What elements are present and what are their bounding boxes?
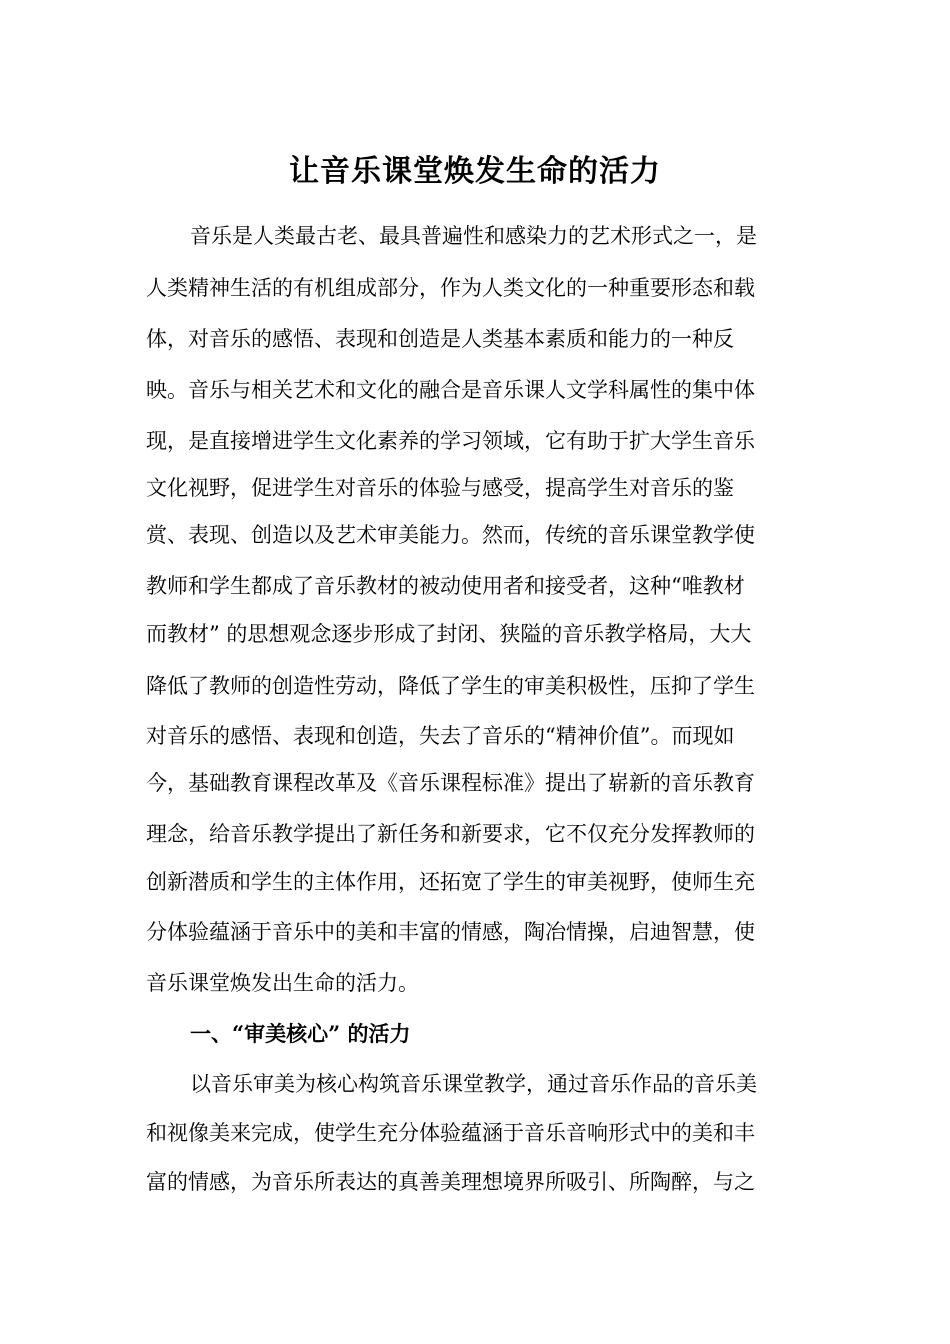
- paragraph-line: 和视像美来完成，使学生充分体验蕴涵于音乐音响形式中的美和丰: [146, 1121, 755, 1145]
- paragraph-line: 映。音乐与相关艺术和文化的融合是音乐课人文学科属性的集中体: [146, 378, 755, 402]
- document-title: 让音乐课堂焕发生命的活力: [289, 154, 661, 189]
- paragraph-line: 音乐是人类最古老、最具普遍性和感染力的艺术形式之一，是: [190, 224, 757, 248]
- paragraph-line: 赏、表现、创造以及艺术审美能力。然而，传统的音乐课堂教学使: [146, 523, 755, 547]
- paragraph-line: 体，对音乐的感悟、表现和创造是人类基本素质和能力的一种反: [146, 327, 734, 351]
- paragraph-line: 创新潜质和学生的主体作用，还拓宽了学生的审美视野，使师生充: [146, 870, 755, 894]
- paragraph-line: 人类精神生活的有机组成部分，作为人类文化的一种重要形态和载: [146, 276, 755, 300]
- paragraph-line: 教师和学生都成了音乐教材的被动使用者和接受者，这种“唯教材: [146, 574, 745, 598]
- paragraph-line: 今，基础教育课程改革及《音乐课程标准》提出了崭新的音乐教育: [146, 771, 755, 795]
- paragraph-line: 理念，给音乐教学提出了新任务和新要求，它不仅充分发挥教师的: [146, 822, 755, 846]
- paragraph-line: 而教材” 的思想观念逐步形成了封闭、狭隘的音乐教学格局，大大: [146, 622, 752, 646]
- paragraph-line: 对音乐的感悟、表现和创造，失去了音乐的“精神价值”。而现如: [146, 724, 735, 748]
- paragraph-line: 现，是直接增进学生文化素养的学习领域，它有助于扩大学生音乐: [146, 429, 755, 453]
- paragraph-line: 分体验蕴涵于音乐中的美和丰富的情感，陶冶情操，启迪智慧，使: [146, 920, 755, 944]
- paragraph-line: 音乐课堂焕发出生命的活力。: [146, 971, 419, 995]
- section-heading: 一、“审美核心” 的活力: [190, 1021, 411, 1046]
- paragraph-line: 以音乐审美为核心构筑音乐课堂教学，通过音乐作品的音乐美: [190, 1072, 757, 1096]
- paragraph-line: 富的情感，为音乐所表达的真善美理想境界所吸引、所陶醉，与之: [146, 1170, 755, 1194]
- paragraph-line: 文化视野，促进学生对音乐的体验与感受，提高学生对音乐的鉴: [146, 476, 734, 500]
- paragraph-line: 降低了教师的创造性劳动，降低了学生的审美积极性，压抑了学生: [146, 674, 755, 698]
